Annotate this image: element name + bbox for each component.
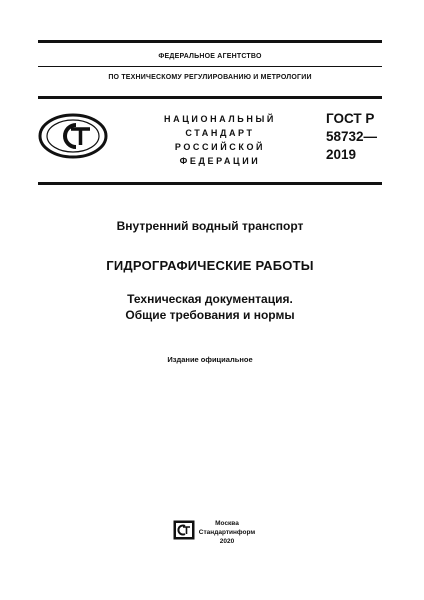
document-category: Внутренний водный транспорт: [116, 219, 304, 233]
gost-line: 2019: [326, 147, 357, 162]
gost-designation: [326, 110, 377, 164]
gost-r-certification-mark-icon: [38, 112, 108, 160]
agency-divider: [38, 66, 382, 67]
standartinform-logo-icon: [173, 520, 195, 540]
national-standard-line: НАЦИОНАЛЬНЫЙ: [164, 114, 276, 124]
document-title: ГИДРОГРАФИЧЕСКИЕ РАБОТЫ: [106, 258, 314, 273]
top-rule: [38, 40, 382, 43]
edition-label: Издание официальное: [167, 355, 253, 364]
publisher-name: Стандартинформ: [198, 529, 256, 536]
subtitle-line: Общие требования и нормы: [125, 308, 295, 322]
standard-bottom-rule: [38, 182, 382, 185]
publisher-year: 2020: [219, 538, 235, 545]
agency-line-1: ФЕДЕРАЛЬНОЕ АГЕНТСТВО: [158, 53, 262, 60]
gost-line: ГОСТ Р: [326, 111, 375, 126]
publisher-info: [198, 519, 256, 546]
publisher-city: Москва: [215, 520, 239, 527]
subtitle-line: Техническая документация.: [127, 292, 293, 306]
national-standard-line: СТАНДАРТ: [185, 128, 255, 138]
document-subtitle: [38, 291, 382, 323]
national-standard-label: [150, 112, 290, 168]
national-standard-line: ФЕДЕРАЦИИ: [179, 156, 261, 166]
standard-top-rule: [38, 96, 382, 99]
gost-line: 58732—: [326, 129, 378, 144]
agency-line-2: ПО ТЕХНИЧЕСКОМУ РЕГУЛИРОВАНИЮ И МЕТРОЛОГИИ: [108, 74, 312, 81]
national-standard-line: РОССИЙСКОЙ: [174, 142, 266, 152]
